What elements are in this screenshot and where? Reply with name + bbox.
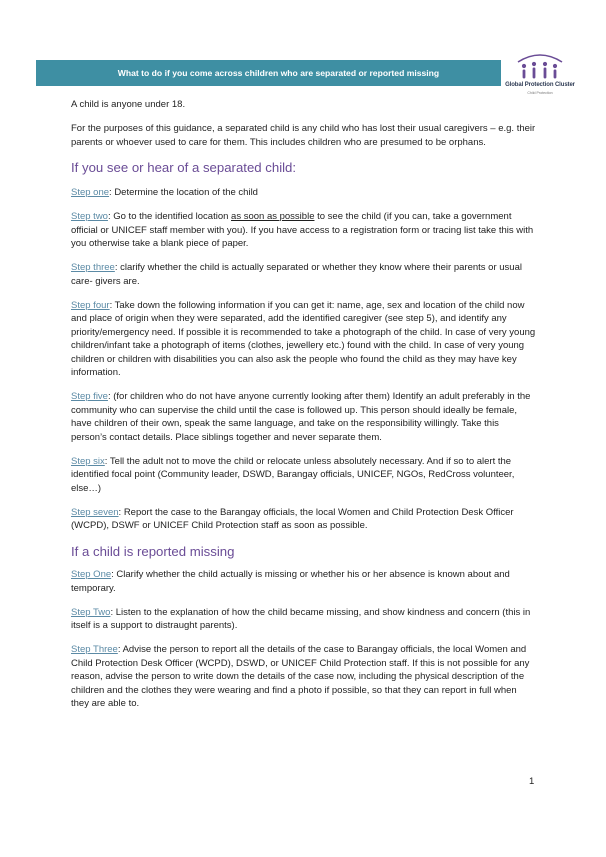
heading-missing-child: If a child is reported missing	[71, 544, 235, 560]
header-banner	[36, 60, 501, 86]
intro-definition: A child is anyone under 18.	[71, 99, 186, 110]
step-label: Step Two	[71, 606, 111, 618]
gpc-logo	[500, 52, 580, 104]
step-paragraph	[71, 506, 536, 533]
step-label: Step three	[71, 262, 115, 274]
step-label: Step five	[71, 391, 108, 403]
step-text: : Listen to the explanation of how the child became missing, and show kindness and concern (this in itself is a support to distraught parents).	[71, 606, 531, 632]
step-text: : (for children who do not have anyone currently looking after them) Identify an adult preferably in the community who can supervise the child until the case is followed up. This person should ideally be female, have children of their own, speak the same language, and take on the responsibility willingly. Take this person’s contact details. Place siblings together and never separate them.	[71, 391, 531, 444]
logo-name: Global Protection Cluster	[505, 82, 575, 88]
step-paragraph	[71, 186, 536, 200]
step-label: Step One	[71, 569, 112, 581]
step-text: : Tell the adult not to move the child or relocate unless absolutely necessary. And if so to alert the identified focal point (Community leader, DSWD, Barangay officials, UNICEF, NGOs, RedCross volunteer, else…)	[71, 455, 515, 494]
step-text: : Go to the identified location	[107, 211, 232, 223]
document-body	[71, 98, 536, 721]
step-paragraph	[71, 210, 536, 251]
step-text: : Determine the location of the child	[109, 187, 258, 199]
step-label: Step two	[71, 211, 108, 223]
people-icon	[514, 52, 566, 82]
step-paragraph	[71, 455, 536, 496]
step-paragraph	[71, 643, 536, 711]
step-text: to see the child (if you can, take a government official or UNICEF staff member with you). If you have access to a registration form or tracing list take this with you otherwise take a blank piece of paper.	[71, 211, 534, 250]
step-paragraph	[71, 568, 536, 595]
page-number: 1	[529, 776, 535, 787]
banner-title: What to do if you come across children who are separated or reported missing	[117, 68, 440, 78]
step-emphasis: as soon as possible	[231, 211, 315, 223]
step-paragraph	[71, 606, 536, 633]
step-text: : clarify whether the child is actually separated or whether they know where their parents or usual care- givers are.	[71, 262, 522, 287]
step-paragraph	[71, 390, 536, 444]
step-paragraph	[71, 299, 536, 381]
heading-separated-child: If you see or hear of a separated child:	[71, 160, 297, 176]
step-text: : Take down the following information if you can get it: name, age, sex and location of the child now and place of origin when they were separated, add the identified caregiver (see step 5), and identify any priority/emergency need. If possible it is recommended to take a photograph of the child. In case of very young children/infant take a photograph of items (clothes, jewellery etc.) found with the child. In case of very young children or children with disabilities you can also ask the people who found the child as they may have key information.	[71, 299, 536, 379]
step-label: Step four	[71, 299, 110, 311]
step-text: : Clarify whether the child actually is missing or whether his or her absence is known about and temporary.	[71, 569, 510, 594]
step-label: Step six	[71, 455, 105, 467]
logo-subtitle: Child Protection	[527, 91, 553, 95]
step-paragraph	[71, 261, 536, 288]
step-label: Step one	[71, 187, 110, 199]
step-label: Step Three	[71, 643, 118, 655]
step-text: : Advise the person to report all the details of the case to Barangay officials, the local Women and Child Protection Desk Officer (WCPD), DSWD, or UNICEF Child Protection staff. If this is not possible for any reason, advise the person to write down the details of the case now, including the physical description of the children and the clothes they were wearing and find a photo if possible, so that they can report in full when they are able to.	[71, 643, 530, 710]
step-text: : Report the case to the Barangay officials, the local Women and Child Protection Desk Officer (WCPD), DSWF or UNICEF Child Protection staff as soon as possible.	[71, 506, 514, 532]
intro-separated-definition: For the purposes of this guidance, a separated child is any child who has lost their usual caregivers – e.g. their parents or whoever used to care for them. This includes children who are presumed to be orphans.	[71, 123, 536, 148]
step-label: Step seven	[71, 506, 119, 518]
